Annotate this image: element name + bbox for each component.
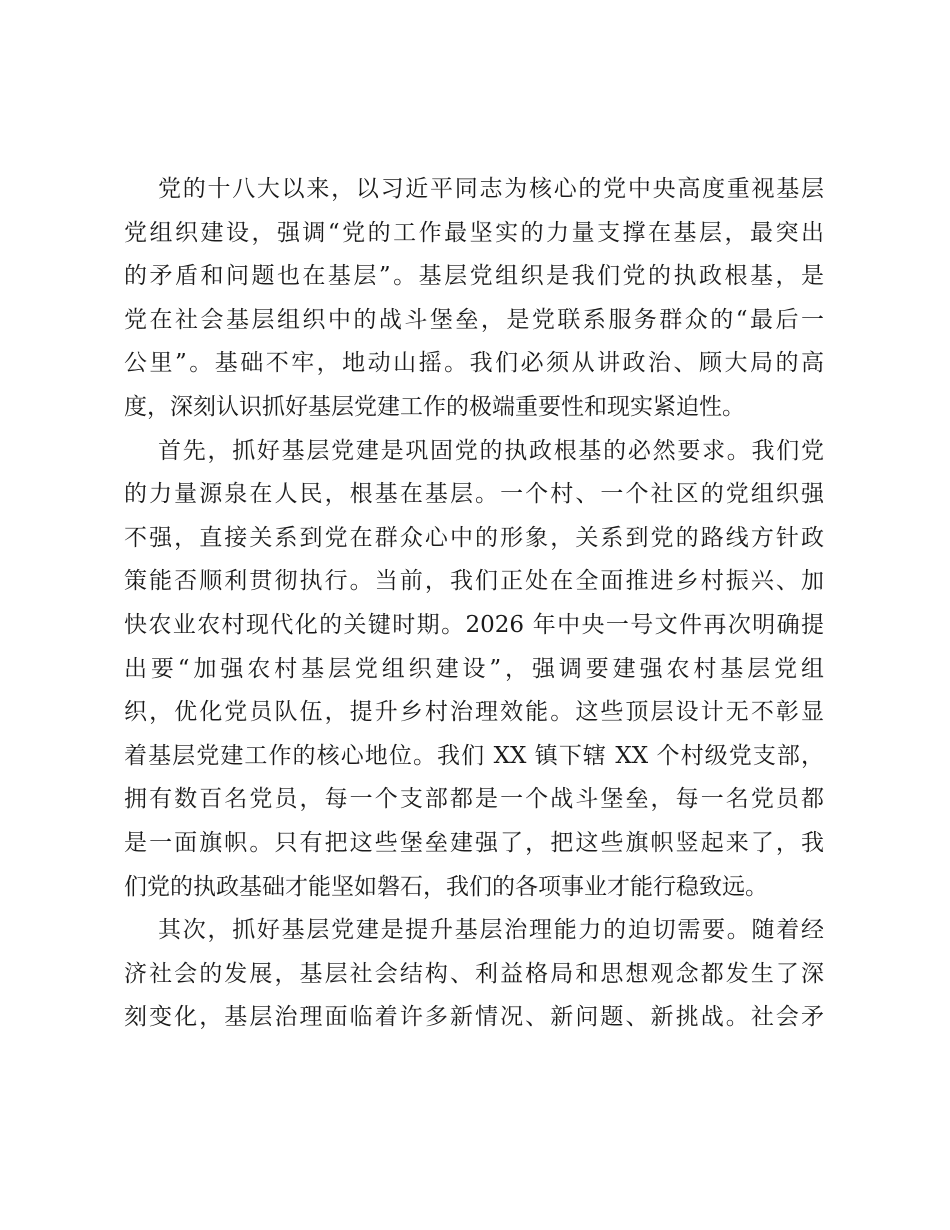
text-line: 首先，抓好基层党建是巩固党的执政根基的必然要求。我们党 <box>158 437 824 464</box>
text-line: 织，优化党员队伍，提升乡村治理效能。这些顶层设计无不彰显 <box>124 699 824 726</box>
text-line: 拥有数百名党员，每一个支部都是一个战斗堡垒，每一名党员都 <box>124 786 824 813</box>
text-line: 着基层党建工作的核心地位。我们 XX 镇下辖 XX 个村级党支部， <box>124 742 824 769</box>
text-line: 公里”。基础不牢，地动山摇。我们必须从讲政治、顾大局的高 <box>124 350 824 377</box>
paragraph <box>124 168 824 430</box>
text-line: 度，深刻认识抓好基层党建工作的极端重要性和现实紧迫性。 <box>124 393 745 420</box>
text-line: 党组织建设，强调“党的工作最坚实的力量支撑在基层，最突出 <box>124 219 824 246</box>
text-line: 党在社会基层组织中的战斗堡垒，是党联系服务群众的“最后一 <box>124 306 824 333</box>
text-line: 的力量源泉在人民，根基在基层。一个村、一个社区的党组织强 <box>124 481 824 508</box>
paragraph <box>124 909 824 1040</box>
text-line: 党的十八大以来，以习近平同志为核心的党中央高度重视基层 <box>158 176 824 202</box>
text-line: 不强，直接关系到党在群众心中的形象，关系到党的路线方针政 <box>124 524 824 551</box>
document-body <box>124 168 824 1040</box>
text-line: 的矛盾和问题也在基层”。基层党组织是我们党的执政根基，是 <box>124 263 824 290</box>
text-line: 刻变化，基层治理面临着许多新情况、新问题、新挑战。社会矛 <box>124 1004 824 1031</box>
text-line: 们党的执政基础才能坚如磐石，我们的各项事业才能行稳致远。 <box>124 873 768 900</box>
text-line: 策能否顺利贯彻执行。当前，我们正处在全面推进乡村振兴、加 <box>124 568 824 595</box>
paragraph <box>124 430 824 910</box>
text-line: 济社会的发展，基层社会结构、利益格局和思想观念都发生了深 <box>124 960 824 987</box>
text-line: 快农业农村现代化的关键时期。2026 年中央一号文件再次明确提 <box>124 611 824 638</box>
text-line: 其次，抓好基层党建是提升基层治理能力的迫切需要。随着经 <box>158 917 824 944</box>
text-line: 出要“加强农村基层党组织建设”，强调要建强农村基层党组 <box>124 655 824 682</box>
text-line: 是一面旗帜。只有把这些堡垒建强了，把这些旗帜竖起来了，我 <box>124 829 824 856</box>
